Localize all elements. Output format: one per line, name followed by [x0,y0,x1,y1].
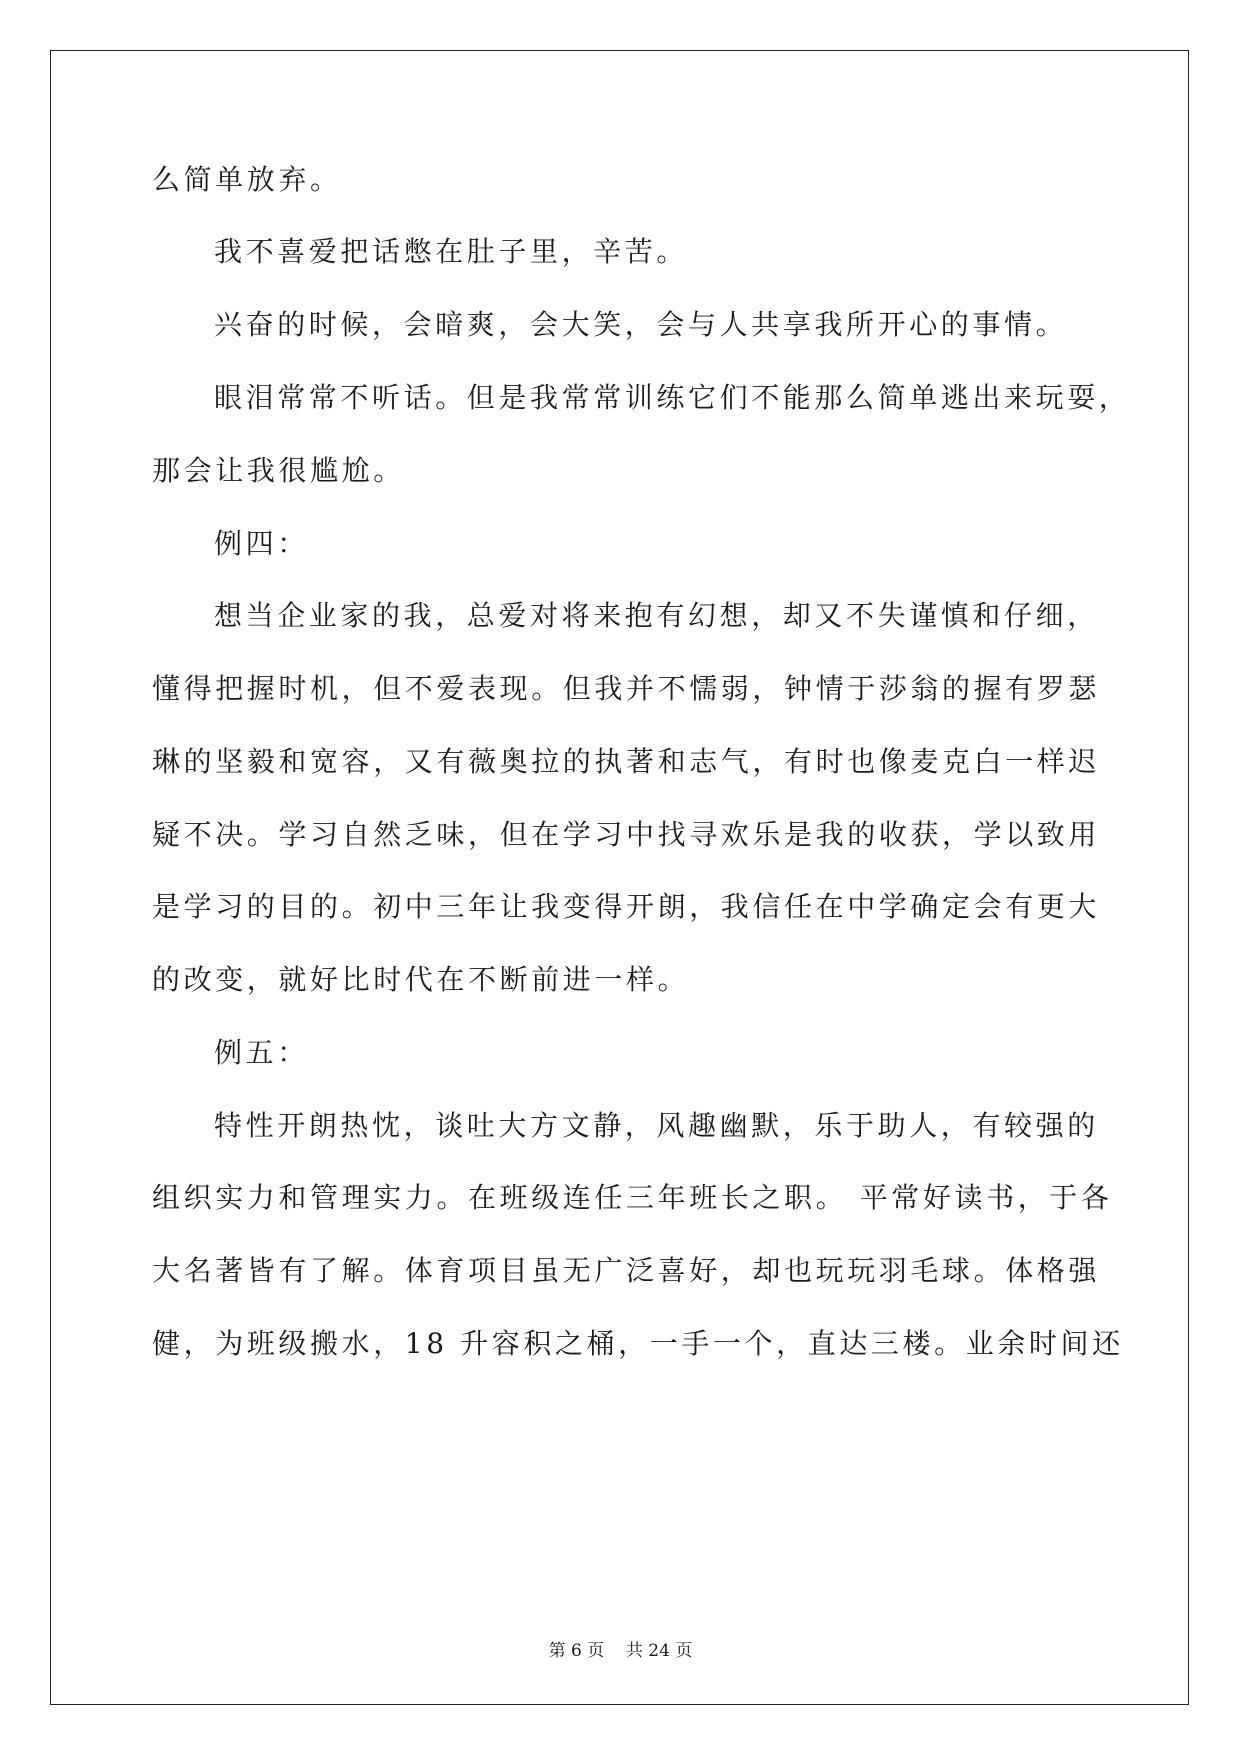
text-line: 健，为班级搬水，18 升容积之桶，一手一个，直达三楼。业余时间还 [152,1327,1124,1360]
paragraph-line: 兴奋的时候，会暗爽，会大笑，会与人共享我所开心的事情。 [214,308,1068,341]
text-line: 大名著皆有了解。体育项目虽无广泛喜好，却也玩玩羽毛球。体格强 [152,1254,1101,1287]
page-border [50,50,1189,1705]
section-heading: 例四： [214,527,309,560]
section-heading: 例五： [214,1036,309,1069]
text-line: 琳的坚毅和宽容，又有薇奥拉的执著和志气，有时也像麦克白一样迟 [152,745,1101,778]
text-line: 那会让我很尴尬。 [152,454,405,487]
paragraph-line: 想当企业家的我，总爱对将来抱有幻想，却又不失谨慎和仔细， [214,599,1099,632]
text-line: 是学习的目的。初中三年让我变得开朗，我信任在中学确定会有更大 [152,890,1101,923]
text-line: 么简单放弃。 [152,163,342,196]
paragraph-line: 我不喜爱把话憋在肚子里，辛苦。 [214,235,689,268]
text-line: 疑不决。学习自然乏味，但在学习中找寻欢乐是我的收获，学以致用 [152,818,1101,851]
text-line: 懂得把握时机，但不爱表现。但我并不懦弱，钟情于莎翁的握有罗瑟 [152,672,1101,705]
text-line: 的改变，就好比时代在不断前进一样。 [152,963,690,996]
text-line: 组织实力和管理实力。在班级连任三年班长之职。 平常好读书，于各 [152,1181,1113,1214]
paragraph-line: 眼泪常常不听话。但是我常常训练它们不能那么简单逃出来玩耍， [214,381,1131,414]
page-number-footer: 第 6 页 共 24 页 [548,1641,693,1661]
paragraph-line: 特性开朗热忱，谈吐大方文静，风趣幽默，乐于助人，有较强的 [214,1109,1099,1142]
